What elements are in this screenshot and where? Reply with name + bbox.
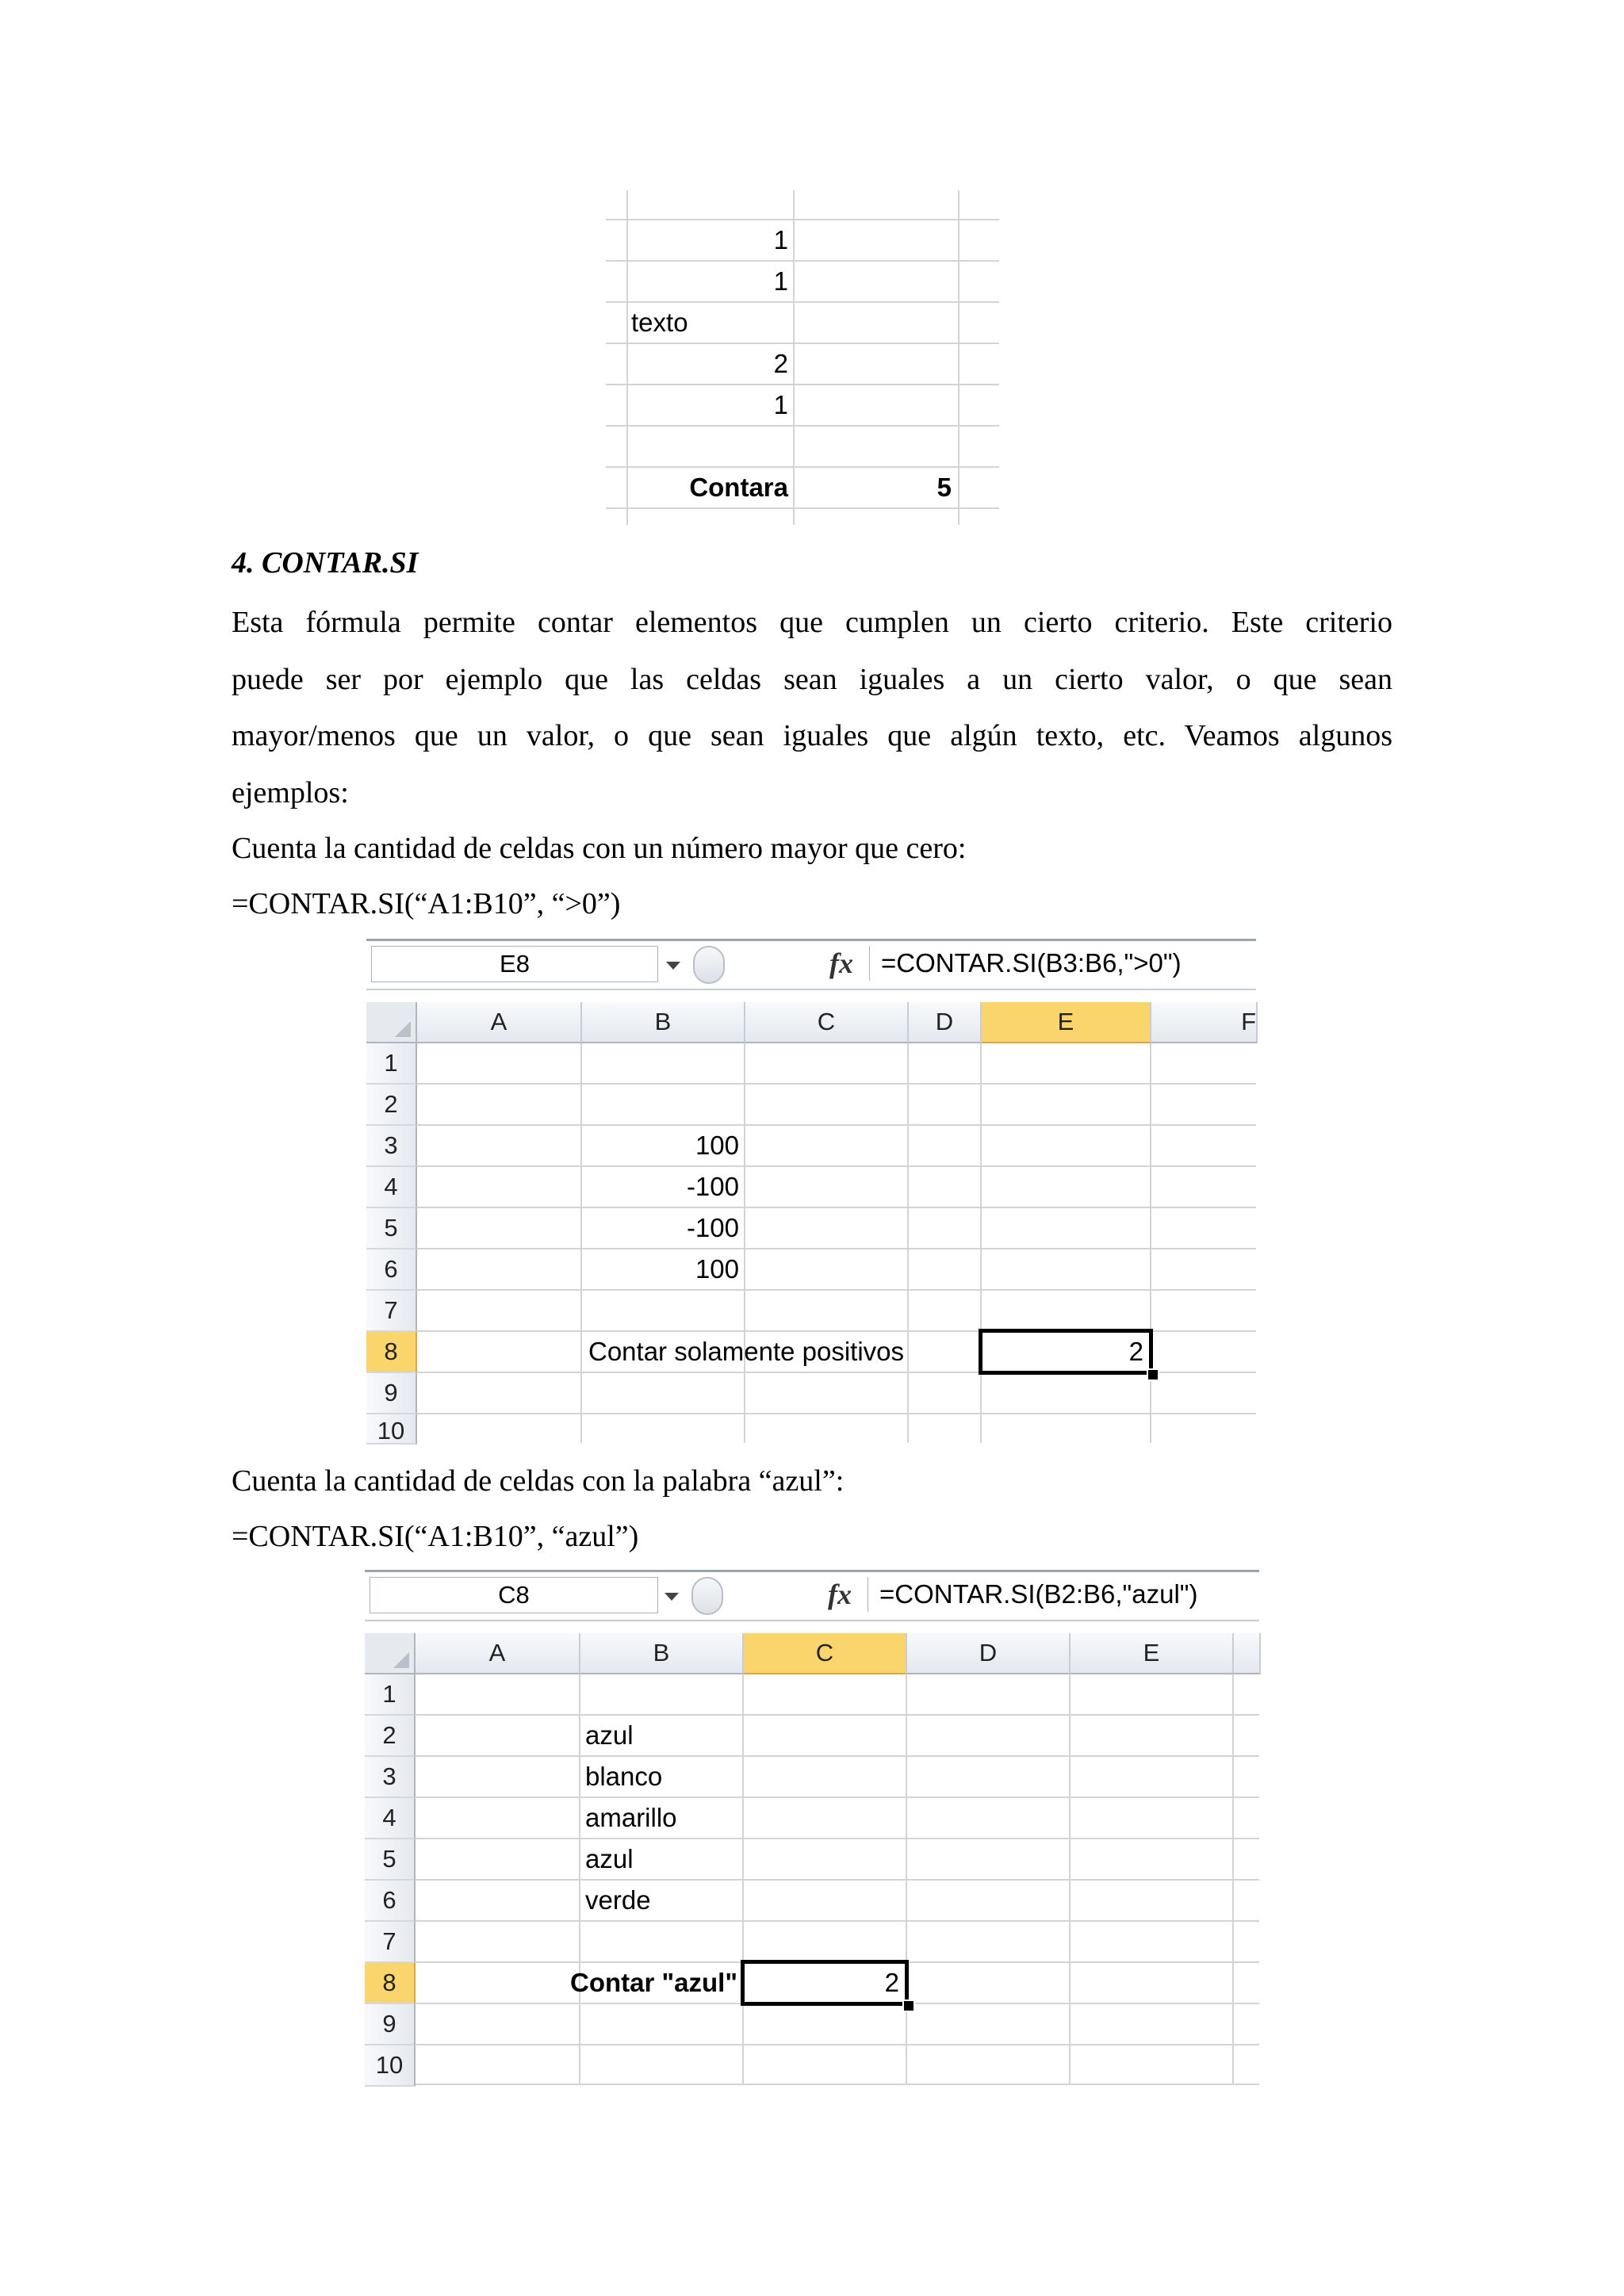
cell-b5[interactable]: azul bbox=[585, 1844, 634, 1873]
cell-b6[interactable]: 100 bbox=[695, 1254, 739, 1284]
cell-b8-label[interactable]: Contar "azul" bbox=[570, 1968, 737, 1997]
cell-value: texto bbox=[631, 308, 688, 337]
example1-description: Cuenta la cantidad de celdas con un número mayor que cero: bbox=[232, 832, 967, 865]
chevron-down-icon[interactable] bbox=[665, 1593, 679, 1601]
column-header-e[interactable]: E bbox=[1071, 1633, 1234, 1674]
row-header[interactable]: 1 bbox=[365, 1674, 416, 1716]
summary-label: Contara bbox=[689, 473, 788, 502]
row-header[interactable]: 5 bbox=[365, 1839, 416, 1881]
row-header[interactable]: 9 bbox=[366, 1373, 417, 1414]
top-count-table bbox=[606, 190, 999, 525]
column-header-c[interactable]: C bbox=[744, 1633, 907, 1674]
fill-handle[interactable] bbox=[902, 1999, 915, 2012]
paragraph-line: mayor/menos que un valor, o que sean iguales que algún texto, etc. Veamos algunos bbox=[232, 719, 1392, 752]
formula-bar bbox=[365, 1570, 1259, 1621]
summary-value: 5 bbox=[936, 473, 952, 502]
cell-b6[interactable]: verde bbox=[585, 1885, 651, 1915]
row-header[interactable]: 6 bbox=[366, 1249, 417, 1291]
spreadsheet-screenshot-1 bbox=[366, 939, 1256, 1443]
cell-value: 2 bbox=[773, 349, 788, 378]
section-heading: 4. CONTAR.SI bbox=[232, 546, 419, 580]
row-header[interactable]: 6 bbox=[365, 1881, 416, 1922]
cell-b4[interactable]: amarillo bbox=[585, 1803, 677, 1832]
column-header-e[interactable]: E bbox=[982, 1002, 1151, 1043]
function-icon[interactable]: fx bbox=[829, 947, 853, 979]
column-header-a[interactable]: A bbox=[416, 1633, 580, 1674]
paragraph-line: ejemplos: bbox=[232, 776, 349, 809]
cell-b8-label[interactable]: Contar solamente positivos bbox=[588, 1337, 905, 1366]
row-header[interactable]: 10 bbox=[366, 1414, 417, 1445]
cell-b3[interactable]: 100 bbox=[695, 1131, 739, 1160]
paragraph-line: puede ser por ejemplo que las celdas sean iguales a un cierto valor, o que sean bbox=[232, 663, 1392, 696]
cell-b3[interactable]: blanco bbox=[585, 1762, 663, 1791]
formula-bar-splitter[interactable] bbox=[693, 946, 725, 984]
cell-b4[interactable]: -100 bbox=[686, 1172, 739, 1201]
column-header-f[interactable]: F bbox=[1151, 1002, 1258, 1043]
formula-bar bbox=[366, 939, 1256, 990]
formula-bar-splitter[interactable] bbox=[691, 1577, 723, 1615]
name-box[interactable]: C8 bbox=[370, 1577, 658, 1613]
column-header-a[interactable]: A bbox=[417, 1002, 582, 1043]
chevron-down-icon[interactable] bbox=[666, 962, 680, 970]
row-header[interactable]: 7 bbox=[366, 1291, 417, 1332]
column-header-blank[interactable] bbox=[1234, 1633, 1261, 1674]
column-header-d[interactable]: D bbox=[909, 1002, 982, 1043]
row-header[interactable]: 2 bbox=[365, 1716, 416, 1757]
cell-value: 1 bbox=[773, 266, 788, 296]
cell-value: 1 bbox=[773, 390, 788, 419]
row-header[interactable]: 4 bbox=[366, 1167, 417, 1208]
cell-value: 1 bbox=[773, 225, 788, 254]
example2-formula: =CONTAR.SI(“A1:B10”, “azul”) bbox=[232, 1520, 639, 1553]
select-all-corner[interactable] bbox=[366, 1002, 417, 1043]
example2-description: Cuenta la cantidad de celdas con la palabra “azul”: bbox=[232, 1464, 845, 1498]
row-header[interactable]: 10 bbox=[365, 2045, 416, 2087]
row-header[interactable]: 9 bbox=[365, 2004, 416, 2045]
function-icon[interactable]: fx bbox=[828, 1578, 852, 1610]
cell-b2[interactable]: azul bbox=[585, 1720, 634, 1750]
paragraph-line: Esta fórmula permite contar elementos que cumplen un cierto criterio. Este criterio bbox=[232, 606, 1392, 639]
cell-c8-result[interactable]: 2 bbox=[884, 1968, 899, 1997]
formula-text[interactable]: =CONTAR.SI(B3:B6,">0") bbox=[869, 946, 1254, 981]
spreadsheet-screenshot-2 bbox=[365, 1570, 1259, 2085]
example1-formula: =CONTAR.SI(“A1:B10”, “>0”) bbox=[232, 887, 621, 920]
row-header[interactable]: 2 bbox=[366, 1085, 417, 1126]
column-header-b[interactable]: B bbox=[580, 1633, 744, 1674]
cell-b5[interactable]: -100 bbox=[686, 1213, 739, 1242]
fill-handle[interactable] bbox=[1147, 1368, 1159, 1381]
row-header[interactable]: 3 bbox=[366, 1126, 417, 1167]
row-header-selected[interactable]: 8 bbox=[366, 1332, 417, 1373]
name-box[interactable]: E8 bbox=[371, 946, 658, 982]
row-header-selected[interactable]: 8 bbox=[365, 1963, 416, 2004]
row-header[interactable]: 1 bbox=[366, 1043, 417, 1085]
column-header-d[interactable]: D bbox=[907, 1633, 1071, 1674]
row-header[interactable]: 5 bbox=[366, 1208, 417, 1249]
select-all-corner[interactable] bbox=[365, 1633, 416, 1674]
cell-e8-result[interactable]: 2 bbox=[1128, 1337, 1143, 1366]
column-header-c[interactable]: C bbox=[745, 1002, 909, 1043]
column-header-b[interactable]: B bbox=[582, 1002, 745, 1043]
formula-text[interactable]: =CONTAR.SI(B2:B6,"azul") bbox=[868, 1577, 1257, 1612]
row-header[interactable]: 7 bbox=[365, 1922, 416, 1963]
row-header[interactable]: 3 bbox=[365, 1757, 416, 1798]
row-header[interactable]: 4 bbox=[365, 1798, 416, 1839]
